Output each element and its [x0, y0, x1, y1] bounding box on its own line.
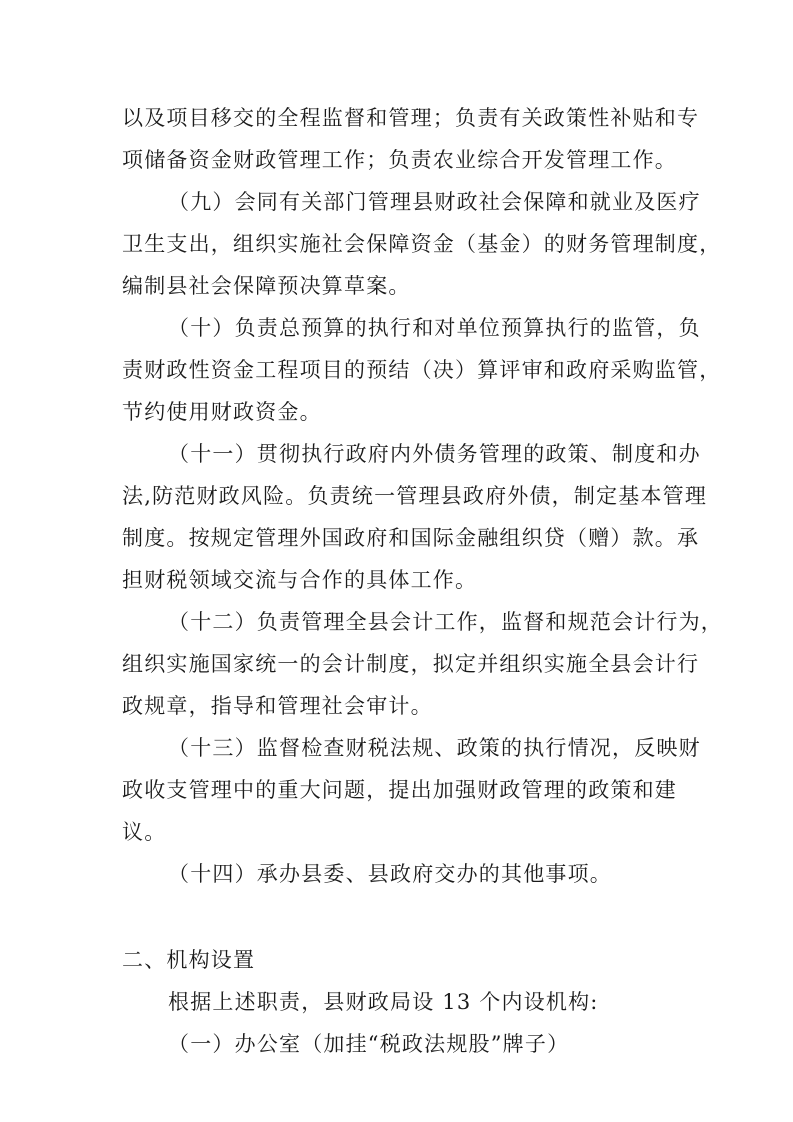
paragraph-line: （十）负责总预算的执行和对单位预算执行的监管，负	[168, 316, 701, 340]
paragraph-line: 组织实施国家统一的会计制度，拟定并组织实施全县会计行	[122, 652, 700, 676]
first-unit-line: （一）办公室（加挂“税政法规股”牌子）	[168, 1032, 570, 1056]
paragraph-line: （十二）负责管理全县会计工作，监督和规范会计行为，	[168, 610, 723, 634]
paragraph-line: （十四）承办县委、县政府交办的其他事项。	[168, 862, 612, 886]
section-heading: 二、机构设置	[122, 948, 256, 972]
intro-line: 根据上述职责，县财政局设 13 个内设机构:	[168, 990, 599, 1014]
paragraph-line: 节约使用财政资金。	[122, 400, 322, 424]
paragraph-line: （十一）贯彻执行政府内外债务管理的政策、制度和办	[168, 442, 701, 466]
continuation-line: 项储备资金财政管理工作；负责农业综合开发管理工作。	[122, 148, 677, 172]
paragraph-line: 政收支管理中的重大问题，提出加强财政管理的政策和建	[122, 778, 677, 802]
paragraph-line: 制度。按规定管理外国政府和国际金融组织贷（赠）款。承	[122, 526, 700, 550]
paragraph-line: 担财税领域交流与合作的具体工作。	[122, 568, 478, 592]
paragraph-line: 法,防范财政风险。负责统一管理县政府外债，制定基本管理	[122, 484, 708, 508]
paragraph-line: 卫生支出，组织实施社会保障资金（基金）的财务管理制度，	[122, 232, 722, 256]
paragraph-line: 政规章，指导和管理社会审计。	[122, 694, 433, 718]
paragraph-line: 议。	[122, 820, 167, 844]
paragraph-line: （十三）监督检查财税法规、政策的执行情况，反映财	[168, 736, 701, 760]
paragraph-line: （九）会同有关部门管理县财政社会保障和就业及医疗	[168, 190, 701, 214]
paragraph-line: 责财政性资金工程项目的预结（决）算评审和政府采购监管，	[122, 358, 722, 382]
continuation-line: 以及项目移交的全程监督和管理；负责有关政策性补贴和专	[122, 106, 700, 130]
paragraph-line: 编制县社会保障预决算草案。	[122, 274, 411, 298]
